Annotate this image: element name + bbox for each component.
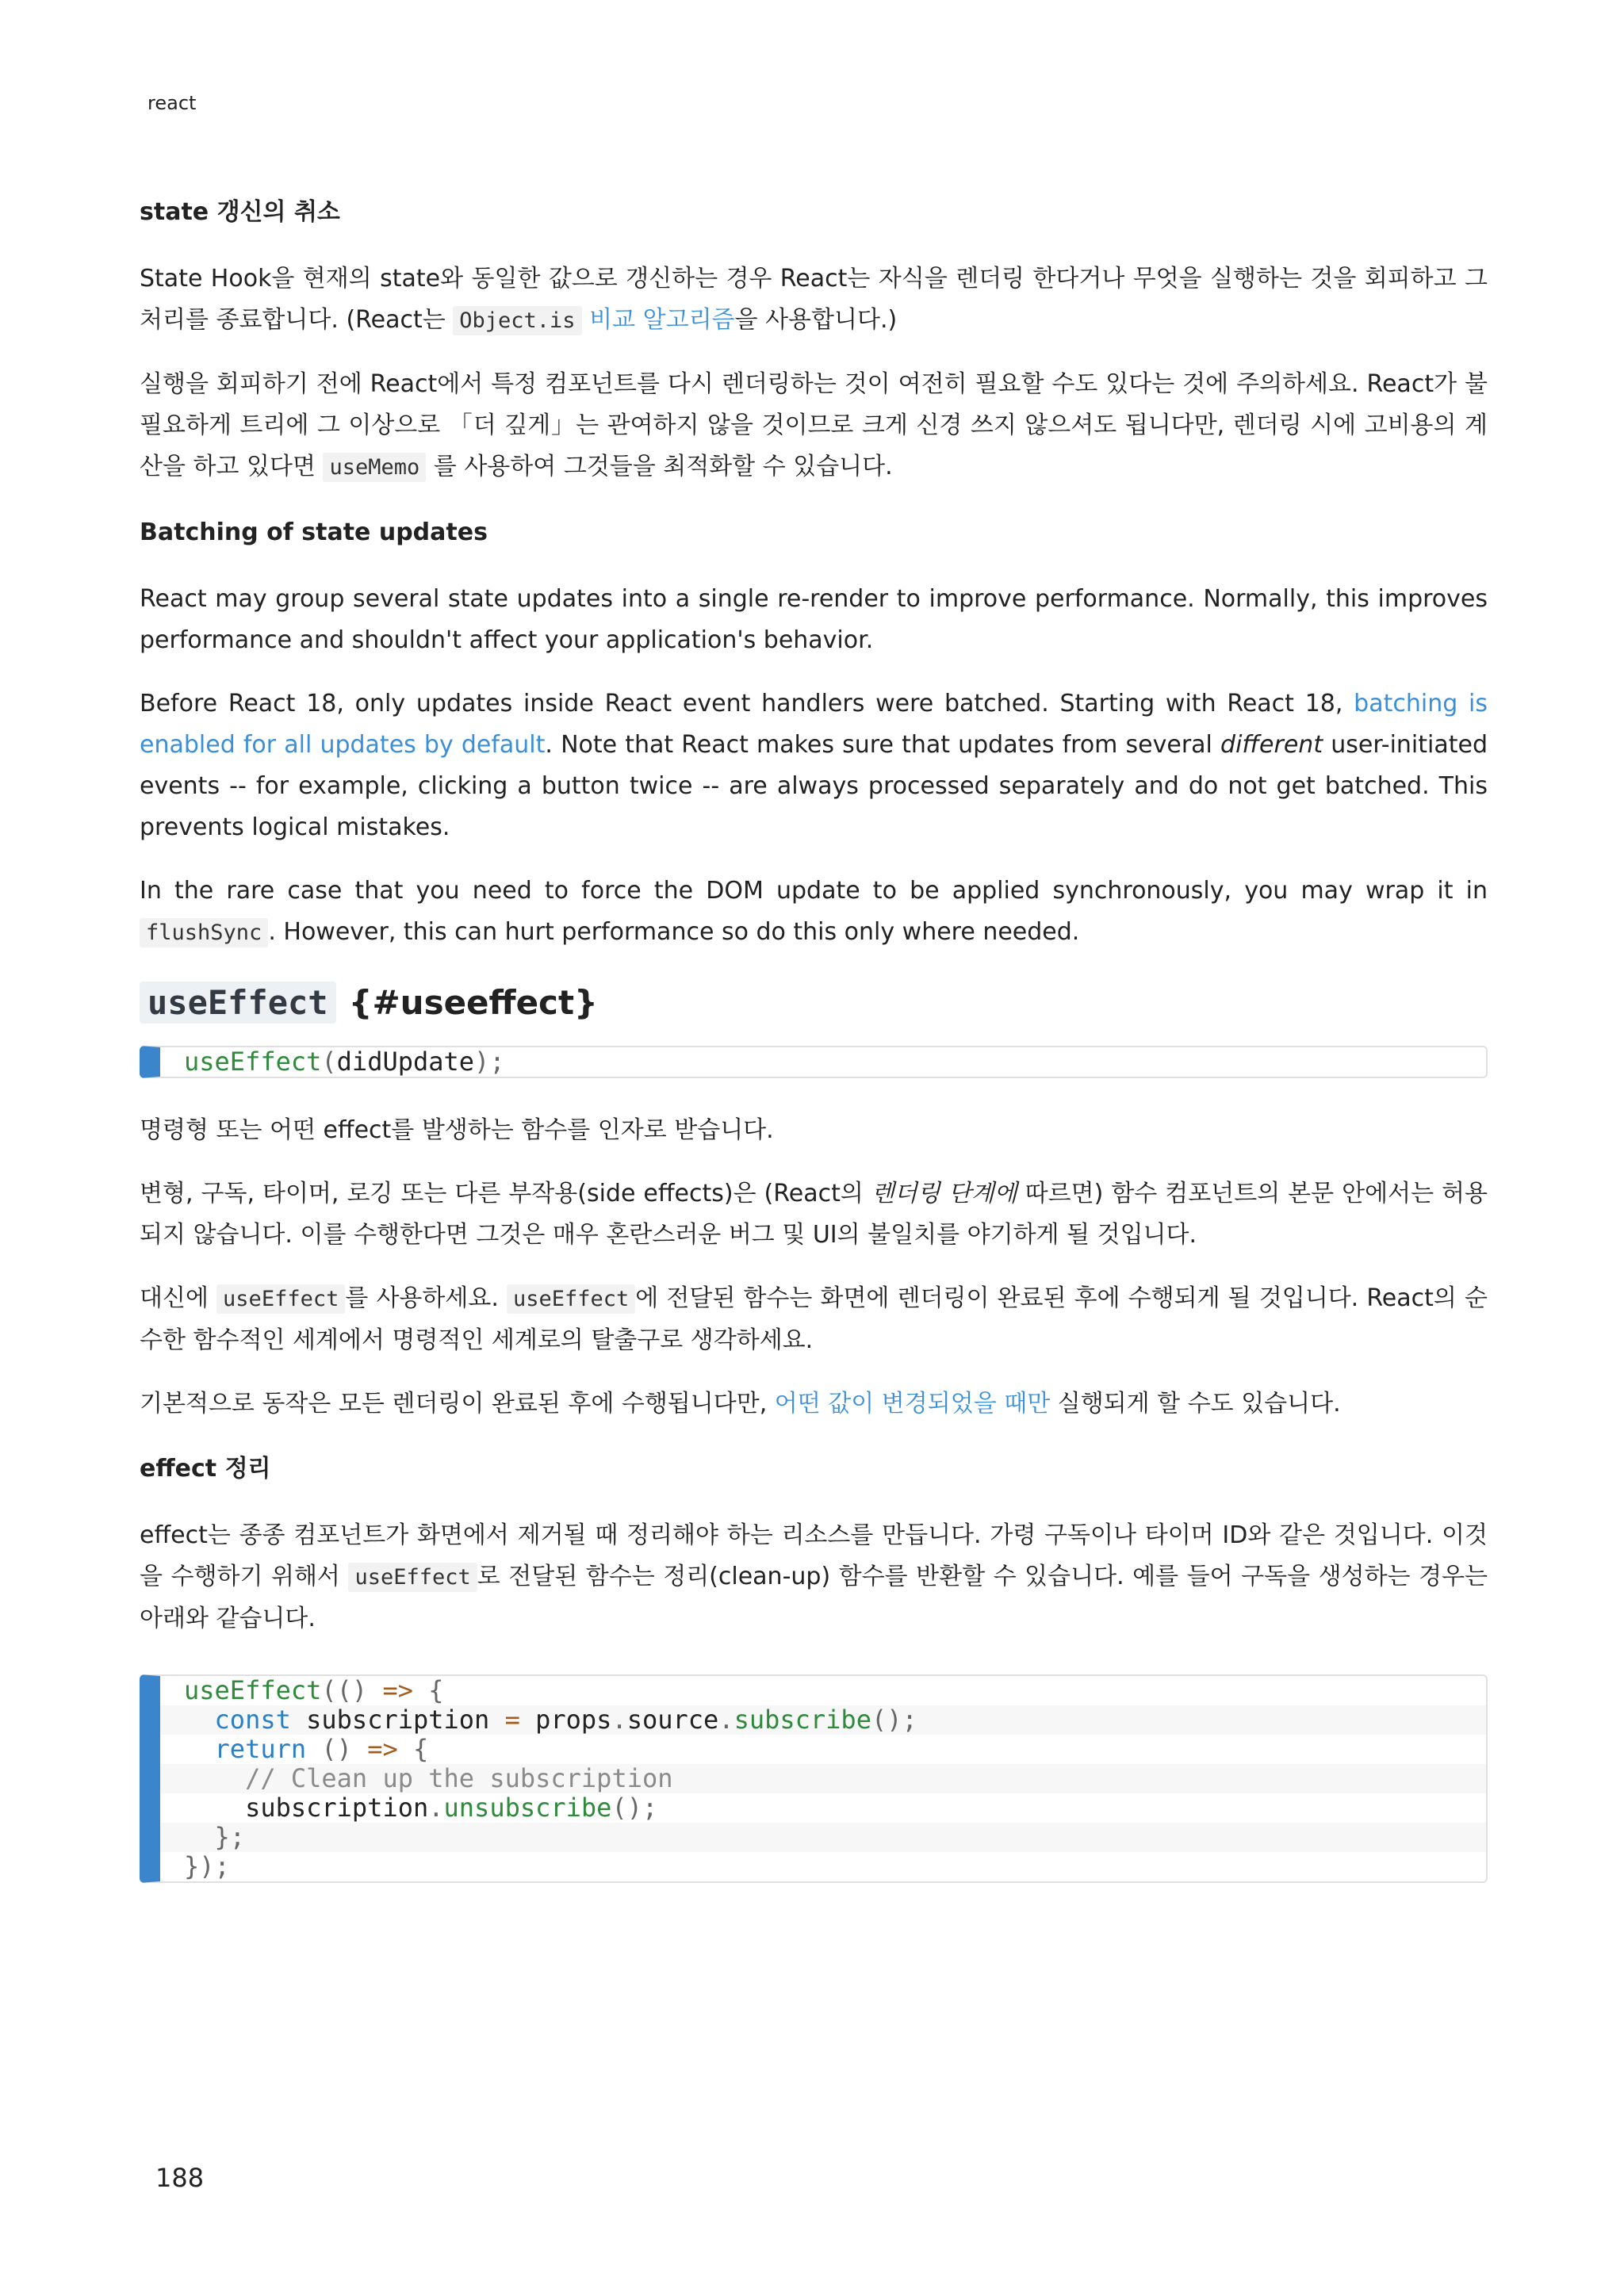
code-token: const <box>214 1705 291 1735</box>
paragraph <box>140 1515 1488 1640</box>
code-line: }); <box>184 1851 230 1881</box>
inline-code: flushSync <box>140 918 268 947</box>
paragraph <box>140 683 1488 848</box>
text: user-initiated events -- for example, clicking a button twice -- are always processed separately and do not get batched. This prevents logical mistakes. <box>140 731 1488 841</box>
page-number: 188 <box>155 2163 205 2193</box>
code-token: subscription <box>245 1793 429 1823</box>
code-token: subscribe <box>733 1705 871 1735</box>
code-token: source <box>626 1705 719 1735</box>
code-line: useEffect(didUpdate); <box>184 1047 505 1077</box>
code-token: didUpdate <box>336 1047 475 1077</box>
code-line: return () => { <box>214 1734 429 1764</box>
inline-code: useEffect <box>216 1284 345 1314</box>
text: 따르면) 함수 컴포넌트의 본문 안에서는 허용되지 않습니다. 이를 수행한다면 그것은 매우 혼란스러운 버그 및 UI의 불일치를 야기하게 될 것입니다. <box>140 1180 1488 1249</box>
text: 기본적으로 동작은 모든 렌더링이 완료된 후에 수행됩니다만, <box>140 1390 775 1418</box>
text: 실행되게 할 수도 있습니다. <box>1050 1390 1341 1418</box>
link-batching-default[interactable]: batching is enabled for all updates by default <box>140 690 1488 759</box>
text: In the rare case that you need to force the DOM update to be applied synchronously, you may wrap it in <box>140 877 1488 905</box>
text: . Note that React makes sure that updates from several <box>545 731 1221 759</box>
code-token: subscription <box>306 1705 490 1735</box>
text: 변형, 구독, 타이머, 로깅 또는 다른 부작용(side effects)은 (React의 <box>140 1180 871 1207</box>
code-token: useEffect <box>184 1675 322 1705</box>
text: 를 사용하세요. <box>345 1284 507 1312</box>
code-token: return <box>214 1734 307 1764</box>
text: effect는 종종 컴포넌트가 화면에서 제거될 때 정리해야 하는 리소스를 만듭니다. 가령 구독이나 타이머 ID와 같은 것입니다. 이것을 수행하기 위해서 <box>140 1521 1488 1590</box>
text: . However, this can hurt performance so do this only where needed. <box>268 918 1080 946</box>
emphasis: different <box>1220 731 1323 759</box>
document-body <box>140 190 1488 1915</box>
paragraph: 명령형 또는 어떤 effect를 발생하는 함수를 인자로 받습니다. <box>140 1116 774 1144</box>
code-token: unsubscribe <box>443 1793 612 1823</box>
text: 에 전달된 함수는 화면에 렌더링이 완료된 후에 수행되게 될 것입니다. React의 순수한 함수적인 세계에서 명령적인 세계로의 탈출구로 생각하세요. <box>140 1284 1488 1354</box>
running-title: react <box>147 92 197 114</box>
link-comparison-algorithm[interactable]: 비교 알고리즘 <box>589 306 735 334</box>
text: 를 사용하여 그것들을 최적화할 수 있습니다. <box>433 453 893 480</box>
code-line: const subscription = props.source.subscribe(); <box>160 1705 1486 1735</box>
section-heading-state-cancel: state 갱신의 취소 <box>140 198 340 226</box>
paragraph <box>140 1383 1488 1425</box>
link-value-changed[interactable]: 어떤 값이 변경되었을 때만 <box>774 1390 1051 1418</box>
text: 을 사용합니다.) <box>734 306 898 334</box>
code-block-cleanup-example <box>140 1674 1488 1883</box>
inline-code: useEffect <box>348 1563 477 1592</box>
paragraph <box>140 1278 1488 1361</box>
code-token: useEffect <box>184 1047 322 1077</box>
paragraph: React may group several state updates into a single re-render to improve performance. Normally, this improves performance and shouldn't affect your application's behavior. <box>140 585 1488 654</box>
paragraph <box>140 258 1488 342</box>
heading-code: useEffect <box>140 982 336 1024</box>
heading-anchor-text: {#useeffect} <box>348 983 598 1022</box>
text: 로 전달된 함수는 정리(clean-up) 함수를 반환할 수 있습니다. 예를 들어 구독을 생성하는 경우는 아래와 같습니다. <box>140 1563 1488 1632</box>
text: State Hook을 현재의 state와 동일한 값으로 갱신하는 경우 React는 자식을 렌더링 한다거나 무엇을 실행하는 것을 회피하고 그 처리를 종료합니다. (React는 <box>140 265 1488 334</box>
code-line: }; <box>160 1823 1486 1852</box>
code-line: subscription.unsubscribe(); <box>245 1793 658 1823</box>
code-block-signature <box>140 1046 1488 1078</box>
paragraph <box>140 364 1488 488</box>
paragraph <box>140 1173 1488 1256</box>
inline-code: Object.is <box>453 306 581 335</box>
section-heading-useeffect <box>140 976 1488 1030</box>
text: Before React 18, only updates inside React event handlers were batched. Starting with React 18, <box>140 690 1354 718</box>
text: 실행을 회피하기 전에 React에서 특정 컴포넌트를 다시 렌더링하는 것이 여전히 필요할 수도 있다는 것에 주의하세요. React가 불필요하게 트리에 그 이상으로 「더 깊게」는 관여하지 않을 것이므로 크게 신경 쓰지 않으셔도 됩니다만, 렌더링 시에 고비용의 계산을 하고 있다면 <box>140 370 1488 480</box>
inline-code: useMemo <box>323 453 426 482</box>
emphasis: 렌더링 단계에 <box>871 1180 1017 1207</box>
text: 대신에 <box>140 1284 217 1312</box>
code-line <box>160 1764 1486 1793</box>
section-heading-batching: Batching of state updates <box>140 519 488 546</box>
code-line: useEffect(() => { <box>184 1675 444 1705</box>
code-comment: // Clean up the subscription <box>245 1763 673 1793</box>
inline-code: useEffect <box>507 1284 635 1314</box>
code-token: props <box>535 1705 612 1735</box>
section-heading-cleanup: effect 정리 <box>140 1455 271 1483</box>
paragraph <box>140 871 1488 954</box>
